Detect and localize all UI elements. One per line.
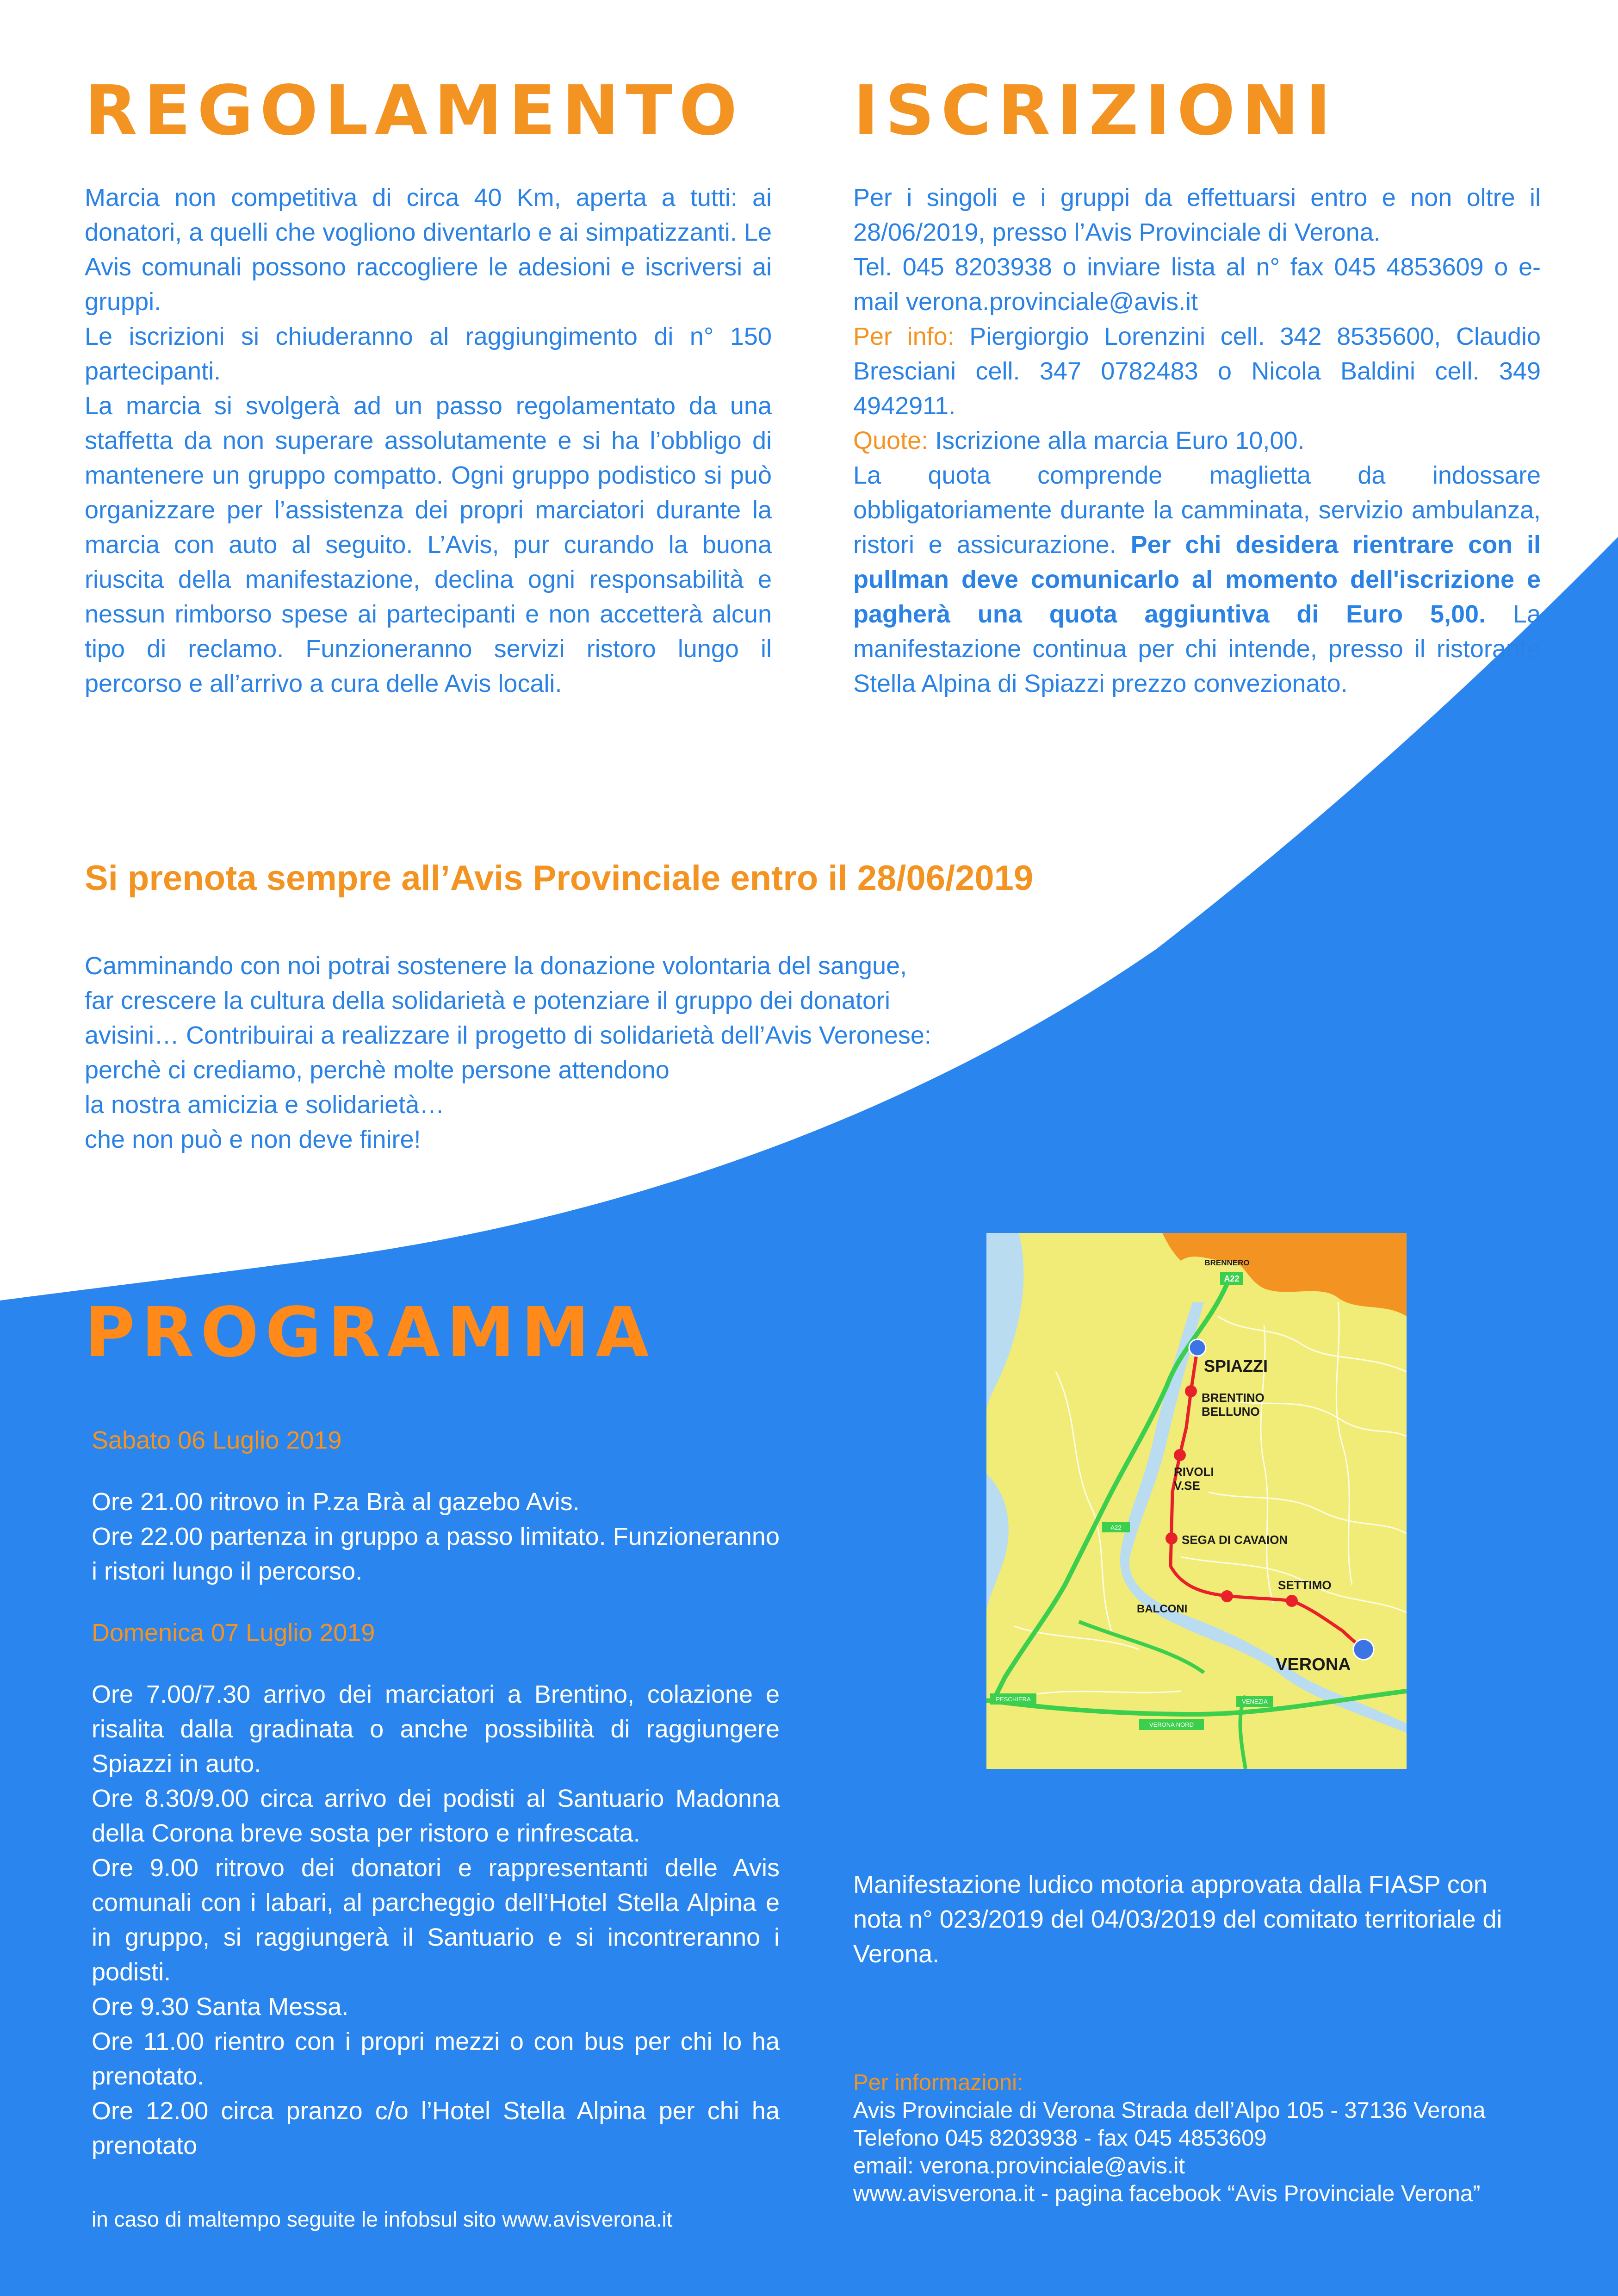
details-start: La quota comprende maglietta da indossare obbligatoriamente durante la camminata, servizio ambulanza, ristori e assicurazione.	[853, 461, 1541, 559]
brennero-label: BRENNERO	[1204, 1258, 1250, 1267]
iscrizioni-quote	[853, 423, 1541, 458]
booking-tagline: Si prenota sempre all’Avis Provinciale entro il 28/06/2019	[85, 859, 1034, 898]
iscrizioni-details	[853, 458, 1541, 701]
info-label: Per info:	[853, 323, 955, 350]
verona-nord-sign-label: VERONA NORD	[1149, 1721, 1194, 1728]
details-end: La manifestazione continua per chi intende, presso il ristorante Stella Alpina di Spiazzi prezzo convezionato.	[853, 600, 1541, 697]
vse-label: V.SE	[1174, 1479, 1200, 1493]
rivoli-label: RIVOLI	[1174, 1465, 1214, 1479]
brentino-label: BRENTINO	[1202, 1391, 1265, 1405]
contact-line: Telefono 045 8203938 - fax 045 4853609	[853, 2126, 1267, 2151]
quote-label: Quote:	[853, 427, 929, 454]
domenica-item: Ore 11.00 rientro con i propri mezzi o con bus per chi lo ha prenotato.	[92, 2028, 780, 2090]
peschiera-sign-label: PESCHIERA	[996, 1696, 1031, 1703]
spiazzi-label: SPIAZZI	[1204, 1356, 1268, 1375]
details-bold: Per chi desidera rientrare con il pullman deve comunicarlo al momento dell'iscrizione e pagherà una quota aggiuntiva di Euro 5,00.	[853, 531, 1541, 628]
message-line: Camminando con noi potrai sostenere la donazione volontaria del sangue,	[85, 952, 907, 980]
route-map	[986, 1233, 1407, 1769]
domenica-item: Ore 7.00/7.30 arrivo dei marciatori a Brentino, colazione e risalita dalla gradinata o anche possibilità di raggiungere Spiazzi in auto.	[92, 1680, 780, 1778]
quote-text: Iscrizione alla marcia Euro 10,00.	[928, 427, 1305, 454]
regolamento-paragraph: La marcia si svolgerà ad un passo regolamentato da una staffetta da non superare assolutamente e si ha l’obbligo di mantenere un gruppo compatto. Ogni gruppo podistico si può organizzare per l’assistenza dei propri marciatori durante la marcia con auto al seguito. L’Avis, pur curando la buona riuscita della manifestazione, declina ogni responsabilità e nessun rimborso spese ai partecipanti e non accetterà alcun tipo di reclamo. Funzioneranno servizi ristoro lungo il percorso e all’arrivo a cura delle Avis locali.	[85, 392, 772, 697]
weather-footnote: in caso di maltempo seguite le infobsul sito www.avisverona.it	[92, 2207, 673, 2231]
iscrizioni-contact: Tel. 045 8203938 o inviare lista al n° fax 045 4853609 o e-mail verona.provinciale@avis.it	[853, 253, 1541, 316]
a22-label: A22	[1224, 1274, 1240, 1283]
stop-spiazzi-icon	[1189, 1339, 1206, 1356]
a22-small-sign-label: A22	[1110, 1524, 1122, 1531]
regolamento-paragraph: Marcia non competitiva di circa 40 Km, aperta a tutti: ai donatori, a quelli che vogliono diventarlo e ai simpatizzanti. Le Avis comunali possono raccogliere le adesioni e iscriversi ai gruppi.	[85, 184, 772, 316]
regolamento-title: REGOLAMENTO	[85, 71, 744, 150]
regolamento-paragraph: Le iscrizioni si chiuderanno al raggiungimento di n° 150 partecipanti.	[85, 323, 772, 385]
iscrizioni-body	[853, 180, 1541, 701]
info-text: Piergiorgio Lorenzini cell. 342 8535600, Claudio Bresciani cell. 347 0782483 o Nicola Baldini cell. 349 4942911.	[853, 323, 1541, 420]
iscrizioni-paragraph: Per i singoli e i gruppi da effettuarsi entro e non oltre il 28/06/2019, presso l’Avis Provinciale di Verona.	[853, 184, 1541, 246]
contact-label: Per informazioni:	[853, 2070, 1023, 2095]
message-line: far crescere la cultura della solidarietà e potenziare il gruppo dei donatori	[85, 987, 890, 1014]
domenica-item: Ore 9.00 ritrovo dei donatori e rappresentanti delle Avis comunali con i labari, al parcheggio dell’Hotel Stella Alpina e in gruppo, si raggiungerà il Santuario e si incontreranno i podisti.	[92, 1854, 780, 1986]
stop-brentino-icon	[1185, 1385, 1197, 1397]
solidarity-message	[85, 949, 1195, 1157]
belluno-label: BELLUNO	[1202, 1405, 1260, 1419]
domenica-item: Ore 12.00 circa pranzo c/o l’Hotel Stella Alpina per chi ha prenotato	[92, 2097, 780, 2159]
sabato-item: Ore 21.00 ritrovo in P.za Brà al gazebo Avis.	[92, 1488, 580, 1516]
sabato-item: Ore 22.00 partenza in gruppo a passo limitato. Funzioneranno i ristori lungo il percorso.	[92, 1523, 780, 1585]
settimo-label: SETTIMO	[1278, 1578, 1332, 1592]
message-line: avisini… Contribuirai a realizzare il progetto di solidarietà dell’Avis Veronese:	[85, 1021, 931, 1049]
message-line: che non può e non deve finire!	[85, 1126, 421, 1153]
contact-line: email: verona.provinciale@avis.it	[853, 2153, 1185, 2178]
iscrizioni-title: ISCRIZIONI	[853, 71, 1338, 150]
message-line: la nostra amicizia e solidarietà…	[85, 1091, 445, 1119]
sabato-label: Sabato 06 Luglio 2019	[92, 1426, 342, 1454]
regolamento-body	[85, 180, 772, 701]
stop-rivoli-icon	[1174, 1449, 1186, 1461]
message-line: perchè ci crediamo, perchè molte persone attendono	[85, 1056, 670, 1084]
stop-balconi-icon	[1221, 1590, 1233, 1602]
domenica-item: Ore 8.30/9.00 circa arrivo dei podisti al Santuario Madonna della Corona breve sosta per ristoro e rinfrescata.	[92, 1785, 780, 1847]
programma-body	[92, 1423, 780, 2163]
venezia-sign-label: VENEZIA	[1242, 1698, 1268, 1705]
domenica-item: Ore 9.30 Santa Messa.	[92, 1993, 349, 2021]
iscrizioni-info	[853, 319, 1541, 423]
verona-label: VERONA	[1276, 1655, 1351, 1674]
balconi-label: BALCONI	[1137, 1603, 1188, 1615]
stop-verona-icon	[1353, 1639, 1374, 1660]
contact-line: Avis Provinciale di Verona Strada dell’Alpo 105 - 37136 Verona	[853, 2098, 1486, 2123]
contact-block	[853, 2069, 1556, 2208]
domenica-label: Domenica 07 Luglio 2019	[92, 1619, 375, 1647]
stop-sega-icon	[1165, 1532, 1178, 1544]
contact-line: www.avisverona.it - pagina facebook “Avis Provinciale Verona”	[853, 2181, 1481, 2206]
fiasp-approval: Manifestazione ludico motoria approvata dalla FIASP con nota n° 023/2019 del 04/03/2019 del comitato territoriale di Verona.	[853, 1871, 1502, 1968]
sega-label: SEGA DI CAVAION	[1182, 1533, 1288, 1547]
programma-title: PROGRAMMA	[85, 1293, 656, 1372]
stop-settimo-icon	[1286, 1595, 1298, 1607]
